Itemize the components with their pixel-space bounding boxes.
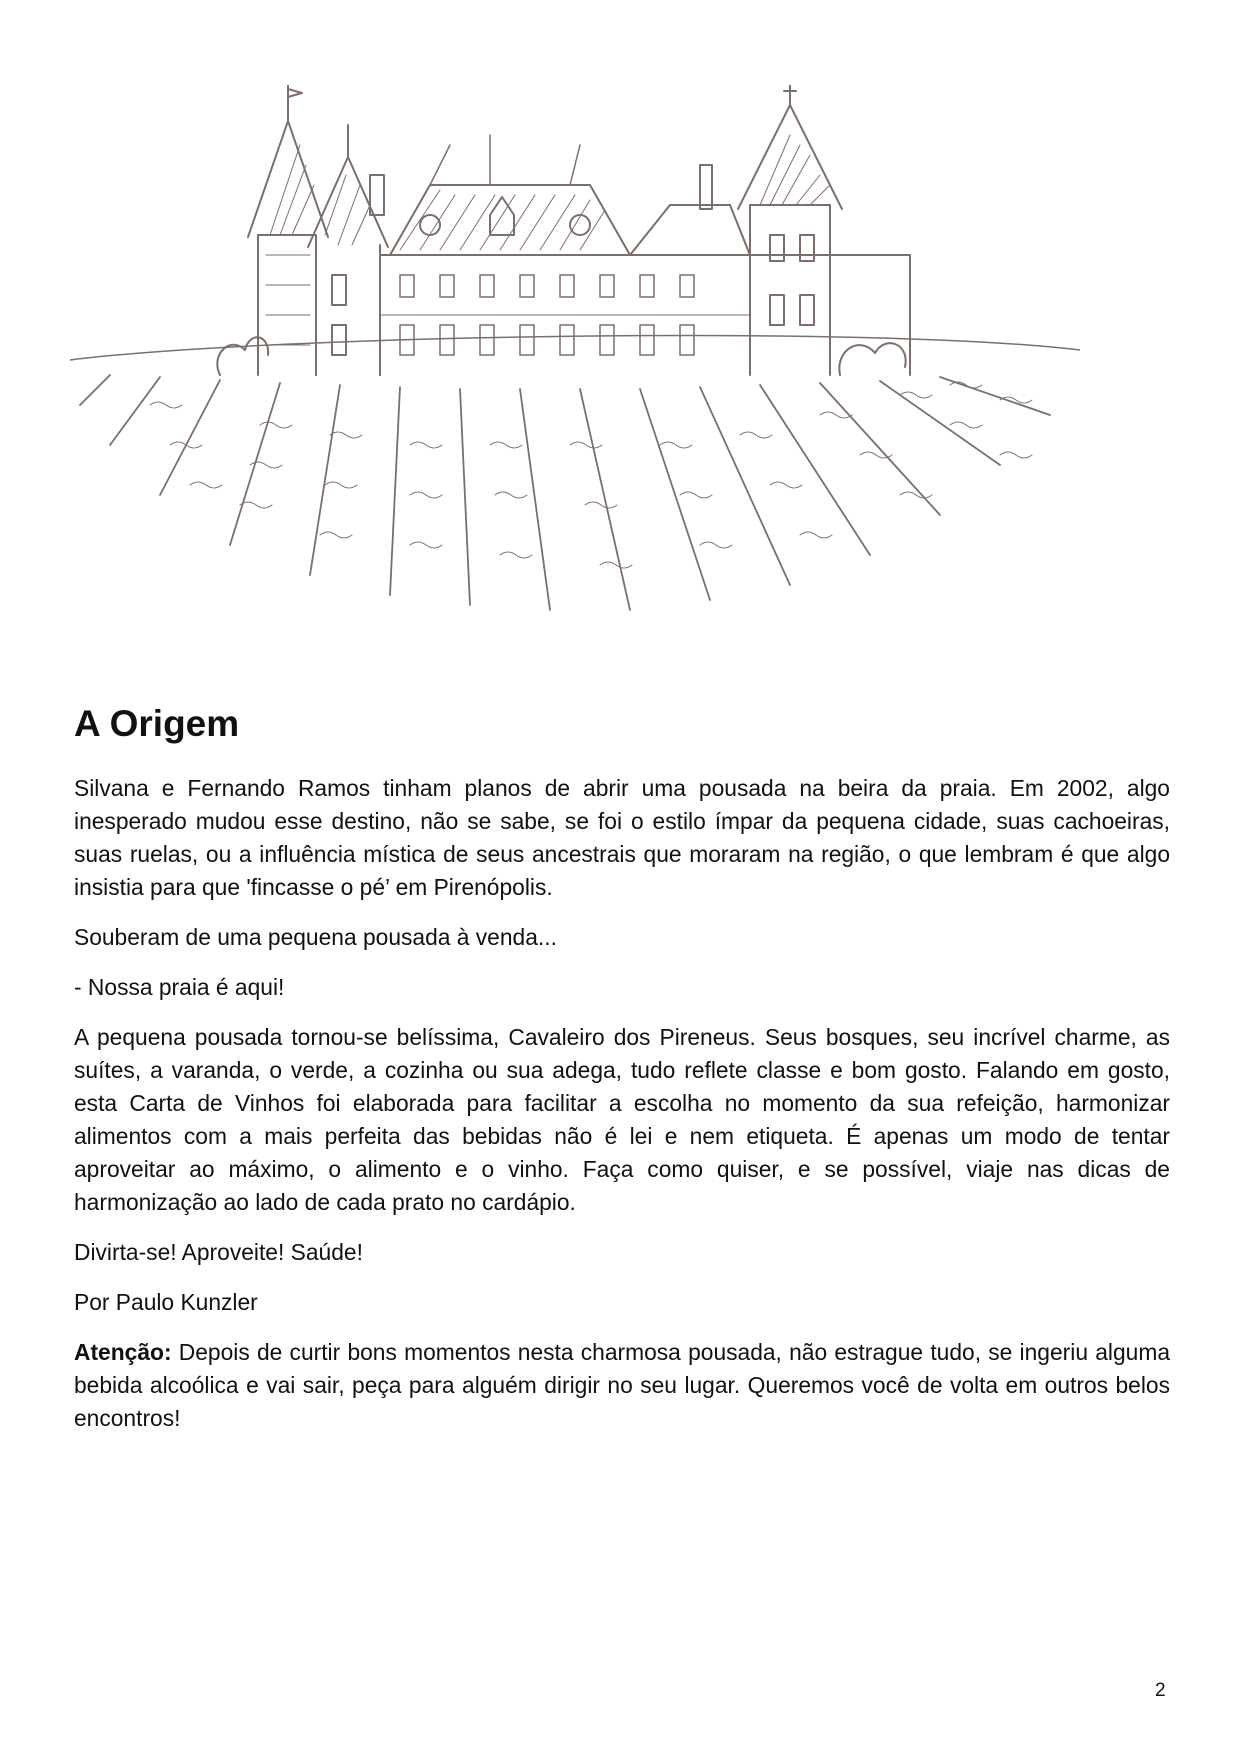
paragraph-toast: Divirta-se! Aproveite! Saúde! (74, 1239, 363, 1265)
paragraph-quote: - Nossa praia é aqui! (74, 974, 285, 1000)
vineyard-castle-sketch-icon (70, 85, 1080, 625)
document-body (74, 702, 1170, 1452)
paragraph-origin-story: Silvana e Fernando Ramos tinham planos de abrir uma pousada na beira da praia. Em 2002, algo inesperado mudou esse destino, não se sabe, se foi o estilo ímpar da pequena cidade, suas cachoeiras, suas ruelas, ou a influência mística de seus ancestrais que moraram na região, o que lembram é que algo insistia para que 'fincasse o pé’ em Pirenópolis. (74, 775, 1170, 900)
page-title: A Origem (74, 703, 240, 744)
page-number: 2 (1155, 1680, 1166, 1701)
paragraph-wine-list-intro: A pequena pousada tornou-se belíssima, Cavaleiro dos Pireneus. Seus bosques, seu incrível charme, as suítes, a varanda, o verde, a cozinha ou sua adega, tudo reflete classe e bom gosto. Falando em gosto, esta Carta de Vinhos foi elaborada para facilitar a escolha no momento da sua refeição, harmonizar alimentos com a mais perfeita das bebidas não é lei e nem etiqueta. É apenas um modo de tentar aproveitar ao máximo, o alimento e o vinho. Faça como quiser, e se possível, viaje nas dicas de harmonização ao lado de cada prato no cardápio. (74, 1024, 1170, 1215)
paragraph-warning (74, 1336, 1170, 1435)
paragraph-author: Por Paulo Kunzler (74, 1289, 258, 1315)
warning-label: Atenção: (74, 1339, 172, 1365)
paragraph-pousada-for-sale: Souberam de uma pequena pousada à venda... (74, 924, 557, 950)
castle-vineyard-illustration (70, 85, 1080, 625)
warning-text: Depois de curtir bons momentos nesta charmosa pousada, não estrague tudo, se ingeriu alguma bebida alcoólica e vai sair, peça para alguém dirigir no seu lugar. Queremos você de volta em outros belos encontros! (74, 1339, 1170, 1431)
